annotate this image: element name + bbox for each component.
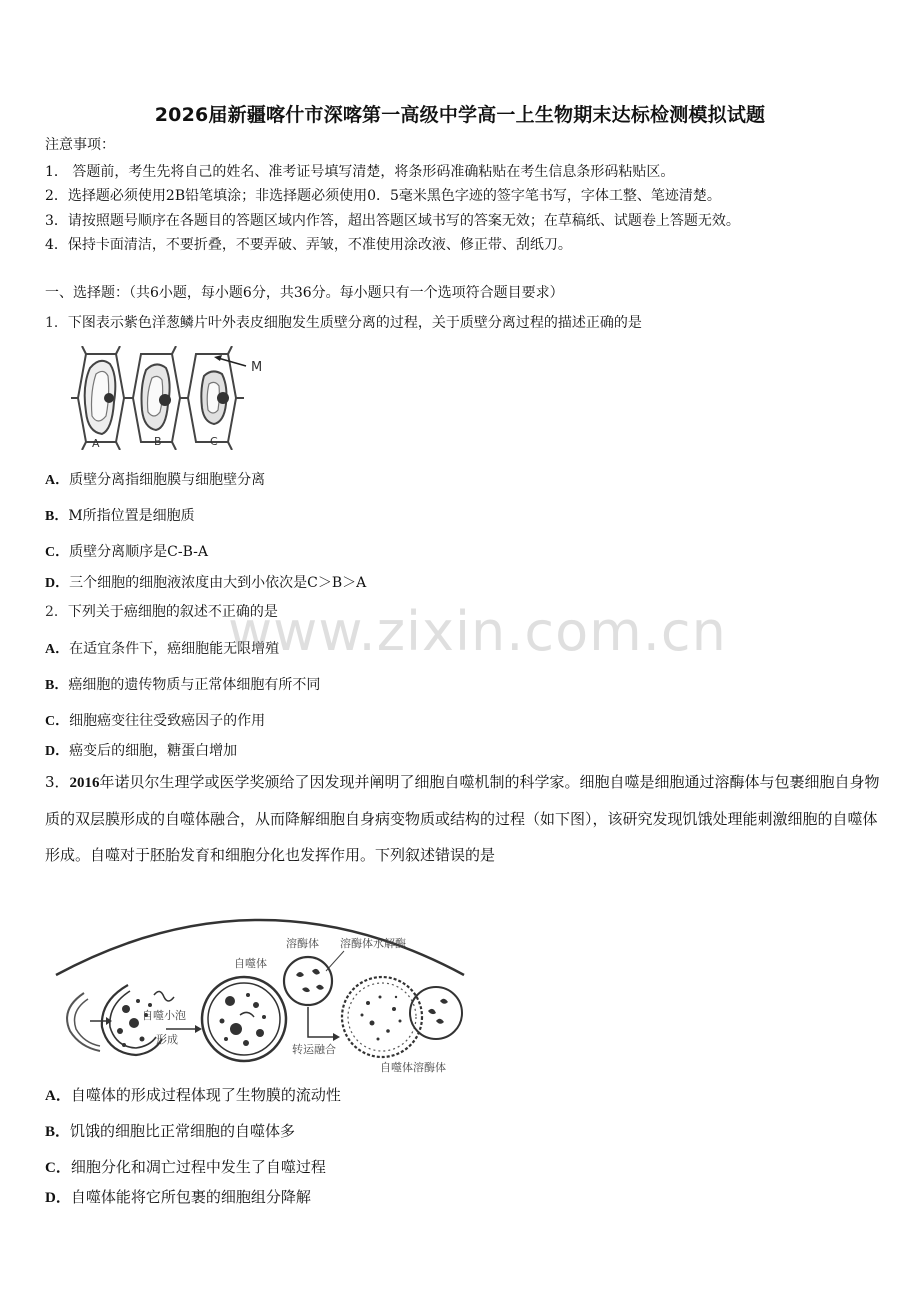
- question-year: 2016: [69, 775, 100, 791]
- question-text: 下图表示紫色洋葱鳞片叶外表皮细胞发生质壁分离的过程，关于质壁分离过程的描述正确的是: [67, 315, 642, 331]
- option-text: 质壁分离指细胞膜与细胞壁分离: [69, 472, 266, 488]
- option-text: 在适宜条件下，癌细胞能无限增殖: [69, 641, 280, 657]
- q2-option-c[interactable]: [45, 712, 265, 731]
- q1-option-c[interactable]: [45, 543, 208, 562]
- notice-item-4: 4．保持卡面清洁，不要折叠，不要弄破、弄皱，不准使用涂改液、修正带、刮纸刀。: [45, 237, 572, 253]
- q2-option-b[interactable]: [45, 676, 320, 695]
- option-label: A．: [45, 642, 70, 657]
- option-label: A．: [45, 473, 70, 488]
- q1-option-a[interactable]: [45, 471, 265, 490]
- option-label: D．: [45, 576, 70, 591]
- notice-item-2: 2．选择题必须使用2B铅笔填涂；非选择题必须使用0．5毫米黑色字迹的签字笔书写，字体工整、笔迹清楚。: [45, 188, 721, 204]
- label-autolysosome: 自噬体溶酶体: [380, 1061, 446, 1074]
- q3-option-c[interactable]: [45, 1158, 326, 1177]
- option-text: 细胞分化和凋亡过程中发生了自噬过程: [70, 1158, 326, 1176]
- label-hydrolase: 溶酶体水解酶: [340, 937, 406, 950]
- option-text: 癌变后的细胞，糖蛋白增加: [69, 743, 238, 759]
- q1-option-d[interactable]: [45, 574, 366, 593]
- label-autophagosome: 自噬体: [234, 957, 267, 970]
- option-text: M所指位置是细胞质: [68, 508, 195, 524]
- label-vesicle-2: 形成: [156, 1033, 178, 1046]
- option-text: 自噬体能将它所包裹的细胞组分降解: [70, 1188, 311, 1206]
- question-3-stem: [45, 764, 880, 873]
- q1-option-b[interactable]: [45, 507, 195, 526]
- q3-option-a[interactable]: [45, 1086, 341, 1105]
- option-label: A．: [45, 1088, 71, 1104]
- label-c: C: [210, 435, 218, 448]
- question-text: 下列关于癌细胞的叙述不正确的是: [67, 604, 278, 620]
- q2-option-d[interactable]: [45, 742, 237, 761]
- watermark: www.zixin.com.cn: [228, 600, 727, 663]
- option-text: 细胞癌变往往受致癌因子的作用: [69, 713, 266, 729]
- option-label: C．: [45, 545, 70, 560]
- label-m: M: [251, 360, 263, 375]
- question-number: 1．: [45, 315, 68, 331]
- notice-item-1: 1． 答题前，考生先将自己的姓名、准考证号填写清楚，将条形码准确粘贴在考生信息条形码粘贴区。: [45, 164, 675, 180]
- option-label: B．: [45, 678, 69, 693]
- question-text: 年诺贝尔生理学或医学奖颁给了因发现并阐明了细胞自噬机制的科学家。细胞自噬是细胞通过溶酶体与包裹细胞自身物质的双层膜形成的自噬体融合，从而降解细胞自身病变物质或结构的过程（如下图），该研究发现饥饿处理能刺激细胞的自噬体形成。自噬对于胚胎发育和细胞分化也发挥作用。下列叙述错误的是: [45, 773, 880, 864]
- page-title: 2026届新疆喀什市深喀第一高级中学高一上生物期末达标检测模拟试题: [154, 104, 766, 126]
- autophagy-figure: [50, 905, 470, 1075]
- option-text: 自噬体的形成过程体现了生物膜的流动性: [70, 1086, 341, 1104]
- option-label: B．: [45, 1124, 71, 1140]
- question-1-stem: [45, 314, 642, 332]
- question-number: 3．: [45, 773, 70, 791]
- option-text: 三个细胞的细胞液浓度由大到小依次是C＞B＞A: [69, 575, 367, 591]
- label-vesicle-1: 自噬小泡: [142, 1009, 186, 1022]
- option-text: 癌细胞的遗传物质与正常体细胞有所不同: [68, 677, 321, 693]
- option-text: 饥饿的细胞比正常细胞的自噬体多: [70, 1122, 296, 1140]
- plasmolysis-figure: [68, 346, 268, 450]
- notice-heading: 注意事项：: [45, 137, 115, 153]
- option-label: D．: [45, 1190, 71, 1206]
- notice-item-3: 3．请按照题号顺序在各题目的答题区域内作答，超出答题区域书写的答案无效；在草稿纸、试题卷上答题无效。: [45, 213, 740, 229]
- label-lysosome: 溶酶体: [286, 937, 319, 950]
- label-a: A: [92, 437, 100, 450]
- q3-option-b[interactable]: [45, 1122, 295, 1141]
- option-text: 质壁分离顺序是C-B-A: [69, 544, 208, 560]
- label-b: B: [154, 435, 162, 448]
- option-label: B．: [45, 509, 69, 524]
- option-label: C．: [45, 714, 70, 729]
- q3-option-d[interactable]: [45, 1188, 311, 1207]
- section-heading: 一、选择题：（共6小题，每小题6分，共36分。每小题只有一个选项符合题目要求）: [45, 285, 564, 301]
- question-number: 2．: [45, 604, 68, 620]
- option-label: C．: [45, 1160, 71, 1176]
- option-label: D．: [45, 744, 70, 759]
- label-transport: 转运融合: [292, 1043, 336, 1056]
